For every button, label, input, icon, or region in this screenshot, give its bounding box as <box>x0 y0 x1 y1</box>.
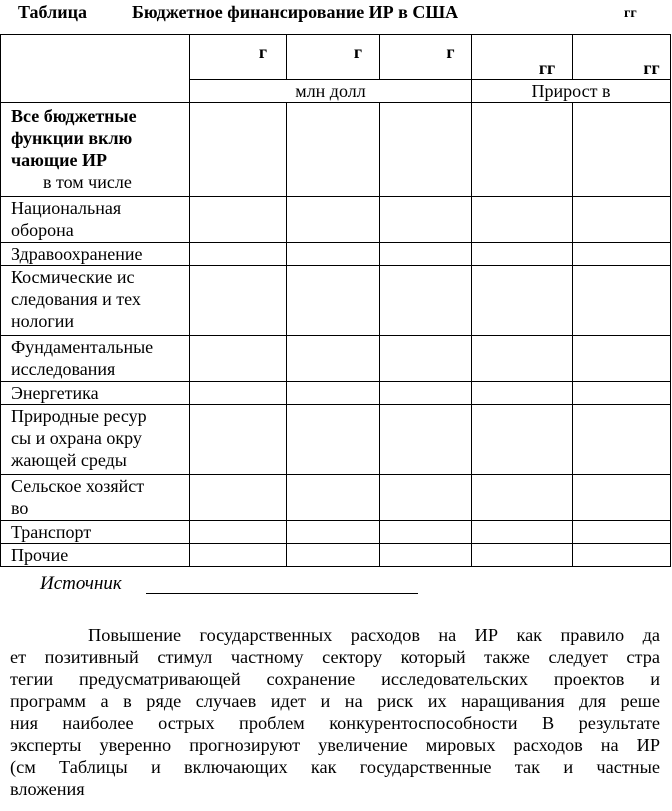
table-cell <box>287 521 380 544</box>
table-cell <box>472 475 573 521</box>
source-label: Источник <box>40 573 122 594</box>
unit-header-growth: Прирост в <box>472 80 671 103</box>
table-cell <box>573 197 671 243</box>
table-cell <box>472 405 573 475</box>
table-cell <box>190 382 287 405</box>
header-empty-cell <box>1 35 190 103</box>
row-label: Природные ресур сы и охрана окру жающей среды <box>1 405 190 475</box>
table-cell <box>573 103 671 197</box>
table-cell <box>380 336 472 382</box>
row-label: Космические ис следования и тех нологии <box>1 266 190 336</box>
row-label: Здравоохранение <box>1 243 190 266</box>
table-cell <box>287 266 380 336</box>
table-cell <box>380 103 472 197</box>
table-row <box>1 382 671 405</box>
table-cell <box>287 544 380 567</box>
year-header: г <box>380 35 472 80</box>
table-cell <box>573 266 671 336</box>
table-label: Таблица <box>18 2 87 22</box>
row-label: Национальная оборона <box>1 197 190 243</box>
table-cell <box>190 521 287 544</box>
table-cell <box>287 405 380 475</box>
table-cell <box>380 405 472 475</box>
paragraph-line: вложения <box>10 779 85 799</box>
unit-header-mln: млн долл <box>190 80 472 103</box>
table-cell <box>472 336 573 382</box>
table-cell <box>287 197 380 243</box>
table-cell <box>573 475 671 521</box>
table-cell <box>287 243 380 266</box>
table-cell <box>287 382 380 405</box>
table-cell <box>190 197 287 243</box>
row-label: Транспорт <box>1 521 190 544</box>
row-label: Фундаментальные исследования <box>1 336 190 382</box>
table-row <box>1 197 671 243</box>
table-cell <box>472 243 573 266</box>
row-label: Энергетика <box>1 382 190 405</box>
table-cell <box>190 475 287 521</box>
table-cell <box>287 475 380 521</box>
row-sublabel: в том числе <box>43 172 132 192</box>
paragraph-line: Повышение государственных расходов на ИР как правило да <box>88 625 660 645</box>
paragraph-line: программ а в ряде случаев идет и на риск их наращивания для реше <box>10 691 660 711</box>
table-caption: Бюджетное финансирование ИР в США <box>132 2 459 22</box>
paragraph-line: тегии предусматривающей сохранение исследовательских проектов и <box>10 669 660 689</box>
paragraph-line: ния наиболее острых проблем конкурентоспособности В результате <box>10 713 660 733</box>
table-cell <box>472 197 573 243</box>
table-row <box>1 544 671 567</box>
table-cell <box>573 521 671 544</box>
paragraph-line: (см Таблицы и включающих как государственные так и частные <box>10 757 660 777</box>
row-label: Сельское хозяйст во <box>1 475 190 521</box>
table-row <box>1 336 671 382</box>
table-cell <box>573 382 671 405</box>
row-label: Все бюджетные функции вклю чающие ИР в том числе <box>1 103 190 197</box>
table-cell <box>573 336 671 382</box>
table-row <box>1 266 671 336</box>
paragraph-line: ет позитивный стимул частному сектору который также следует стра <box>10 647 660 667</box>
table-row <box>1 475 671 521</box>
table-row <box>1 243 671 266</box>
table-cell <box>380 382 472 405</box>
table-cell <box>472 382 573 405</box>
table-cell <box>573 544 671 567</box>
year-header: гг <box>573 35 671 80</box>
table-row <box>1 521 671 544</box>
table-cell <box>190 336 287 382</box>
source-blank-line <box>146 593 418 594</box>
table-cell <box>380 475 472 521</box>
table-cell <box>380 521 472 544</box>
table-cell <box>190 405 287 475</box>
year-header: г <box>287 35 380 80</box>
table-cell <box>190 266 287 336</box>
table-cell <box>287 103 380 197</box>
budget-table <box>0 34 671 567</box>
table-caption-suffix: гг <box>624 6 637 21</box>
year-header: гг <box>472 35 573 80</box>
body-paragraph <box>10 624 660 800</box>
table-row <box>1 405 671 475</box>
paragraph-line: эксперты уверенно прогнозируют увеличение мировых расходов на ИР <box>10 735 660 755</box>
table-cell <box>380 266 472 336</box>
year-header: г <box>190 35 287 80</box>
table-cell <box>472 266 573 336</box>
table-cell <box>380 544 472 567</box>
table-title <box>0 0 672 22</box>
row-label: Прочие <box>1 544 190 567</box>
table-cell <box>287 336 380 382</box>
table-cell <box>472 544 573 567</box>
table-cell <box>190 103 287 197</box>
table-cell <box>472 521 573 544</box>
table-row <box>1 103 671 197</box>
table-cell <box>380 243 472 266</box>
table-cell <box>190 243 287 266</box>
table-cell <box>573 405 671 475</box>
table-cell <box>472 103 573 197</box>
table-cell <box>380 197 472 243</box>
table-header-row <box>1 35 671 80</box>
table-cell <box>573 243 671 266</box>
table-cell <box>190 544 287 567</box>
